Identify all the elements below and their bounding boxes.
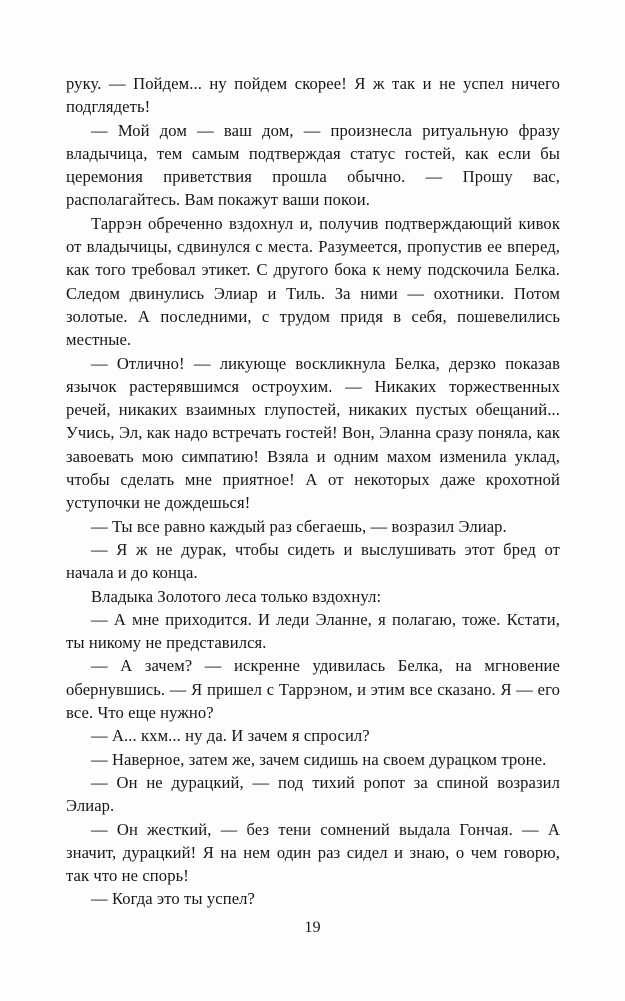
paragraph: — А мне приходится. И леди Эланне, я полагаю, тоже. Кстати, ты никому не представился. xyxy=(66,609,560,653)
page-text-column xyxy=(66,72,560,911)
paragraph: — Мой дом — ваш дом, — произнесла ритуальную фразу владычица, тем самым подтверждая статус гостей, как если бы церемония приветствия прошла обычно. — Прошу вас, располагайтесь. Вам покажут ваши покои. xyxy=(66,120,560,210)
paragraph: — Он не дурацкий, — под тихий ропот за спиной возразил Элиар. xyxy=(66,772,560,816)
paragraph: — Ты все равно каждый раз сбегаешь, — возразил Элиар. xyxy=(91,516,507,536)
paragraph: — Я ж не дурак, чтобы сидеть и выслушивать этот бред от начала и до конца. xyxy=(66,539,560,583)
paragraph: — А... кхм... ну да. И зачем я спросил? xyxy=(91,726,370,746)
paragraph: — Он жесткий, — без тени сомнений выдала Гончая. — А значит, дурацкий! Я на нем один раз сидел и знаю, о чем говорю, так что не спорь! xyxy=(66,819,560,886)
paragraph: — Когда это ты успел? xyxy=(91,889,256,909)
paragraph: — Отлично! — ликующе воскликнула Белка, дерзко показав язычок растерявшимся остроухим. — Никаких торжественных речей, никаких взаимных глупостей, никаких пустых обещаний... Учись, Эл, как надо встречать гостей! Вон, Эланна сразу поняла, как завоевать мою симпатию! Взяла и одним махом изменила уклад, чтобы сделать мне приятное! А от некоторых даже крохотной уступочки не дождешься! xyxy=(66,353,560,513)
paragraph: Владыка Золотого леса только вздохнул: xyxy=(91,586,382,606)
paragraph: — А зачем? — искренне удивилась Белка, на мгновение обернувшись. — Я пришел с Таррэном, и этим все сказано. Я — его все. Что еще нужно? xyxy=(66,656,560,723)
paragraph: — Наверное, затем же, зачем сидишь на своем дурацком троне. xyxy=(91,749,547,769)
page-number: 19 xyxy=(304,918,321,936)
paragraph: руку. — Пойдем... ну пойдем скорее! Я ж так и не успел ничего подглядеть! xyxy=(66,74,560,117)
paragraph: Таррэн обреченно вздохнул и, получив подтверждающий кивок от владычицы, сдвинулся с места. Разумеется, пропустив ее вперед, как того требовал этикет. С другого бока к нему подскочила Белка. Следом двинулись Элиар и Тиль. За ними — охотники. Потом золотые. А последними, с трудом придя в себя, пошевелились местные. xyxy=(66,213,560,350)
